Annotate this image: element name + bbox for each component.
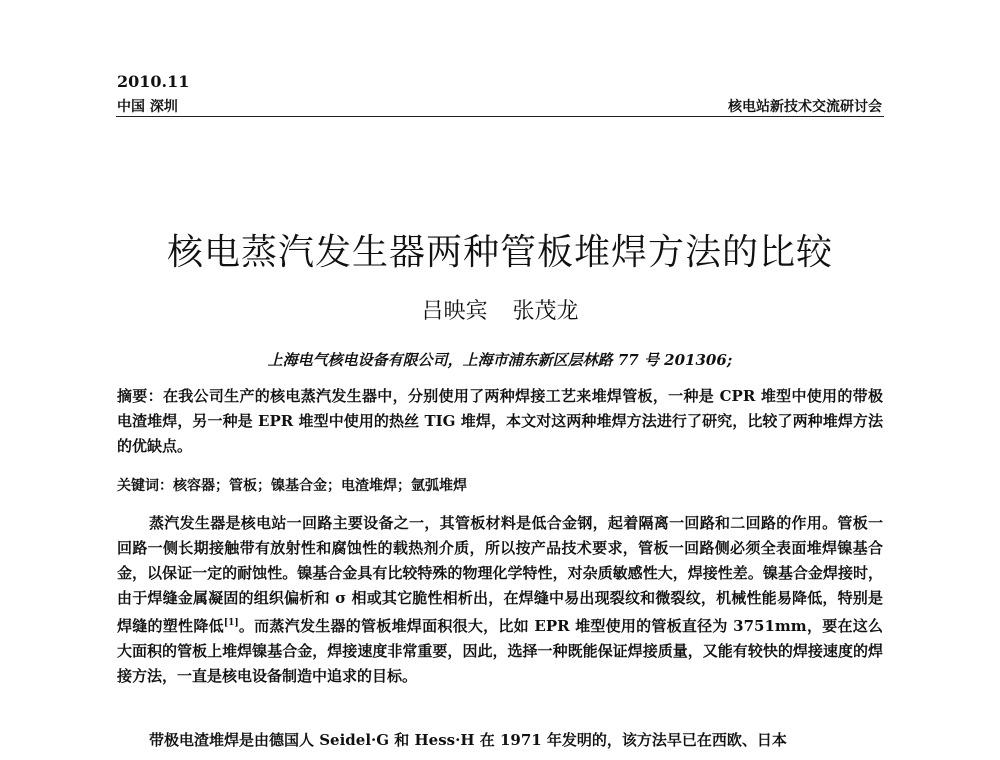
header-location: 中国 深圳 [117,99,178,115]
paper-affiliation: 上海电气核电设备有限公司，上海市浦东新区层林路 77 号 201306; [267,351,733,369]
paper-authors: 吕映宾 张茂龙 [421,299,579,324]
header-conference: 核电站新技术交流研讨会 [728,99,882,115]
body-p1-text-a: 蒸汽发生器是核电站一回路主要设备之一，其管板材料是低合金钢，起着隔离一回路和二回路的作用。管板一回路一侧长期接触带有放射性和腐蚀性的载热剂介质，所以按产品技术要求，管板一回路侧必须全表面堆焊镍基合金，以保证一定的耐蚀性。镍基合金具有比较特殊的物理化学特性，对杂质敏感性大，焊接性差。镍基合金焊接时，由于焊缝金属凝固的组织偏析和 σ 相或其它脆性相析出，在焊缝中易出现裂纹和微裂纹，机械性能易降低，特别是焊缝的塑性降低 [117,514,883,635]
abstract [117,384,883,459]
header-rule [116,116,884,117]
keywords-text: 核容器；管板；镍基合金；电渣堆焊；氩弧堆焊 [173,478,467,494]
body-paragraph-1 [117,511,883,689]
body-paragraph-2: 带极电渣堆焊是由德国人 Seidel·G 和 Hess·H 在 1971 年发明的，该方法早已在西欧、日本 [149,731,787,749]
paper-title: 核电蒸汽发生器两种管板堆焊方法的比较 [166,232,833,273]
abstract-text: 在我公司生产的核电蒸汽发生器中，分别使用了两种焊接工艺来堆焊管板，一种是 CPR 堆型中使用的带极电渣堆焊，另一种是 EPR 堆型中使用的热丝 TIG 堆焊，本文对这两种堆焊方法进行了研究，比较了两种堆焊方法的优缺点。 [117,387,883,455]
body-p1-text-b: 。而蒸汽发生器的管板堆焊面积很大，比如 EPR 堆型使用的管板直径为 3751mm，要在这么大面积的管板上堆焊镍基合金，焊接速度非常重要，因此，选择一种既能保证焊接质量，又能有较快的焊接速度的焊接方法，一直是核电设备制造中追求的目标。 [117,617,883,685]
header-date: 2010.11 [117,72,190,91]
keywords-label: 关键词： [117,478,173,494]
citation-ref-1: [1] [223,618,239,628]
keywords [117,474,883,499]
abstract-label: 摘要： [117,387,163,405]
